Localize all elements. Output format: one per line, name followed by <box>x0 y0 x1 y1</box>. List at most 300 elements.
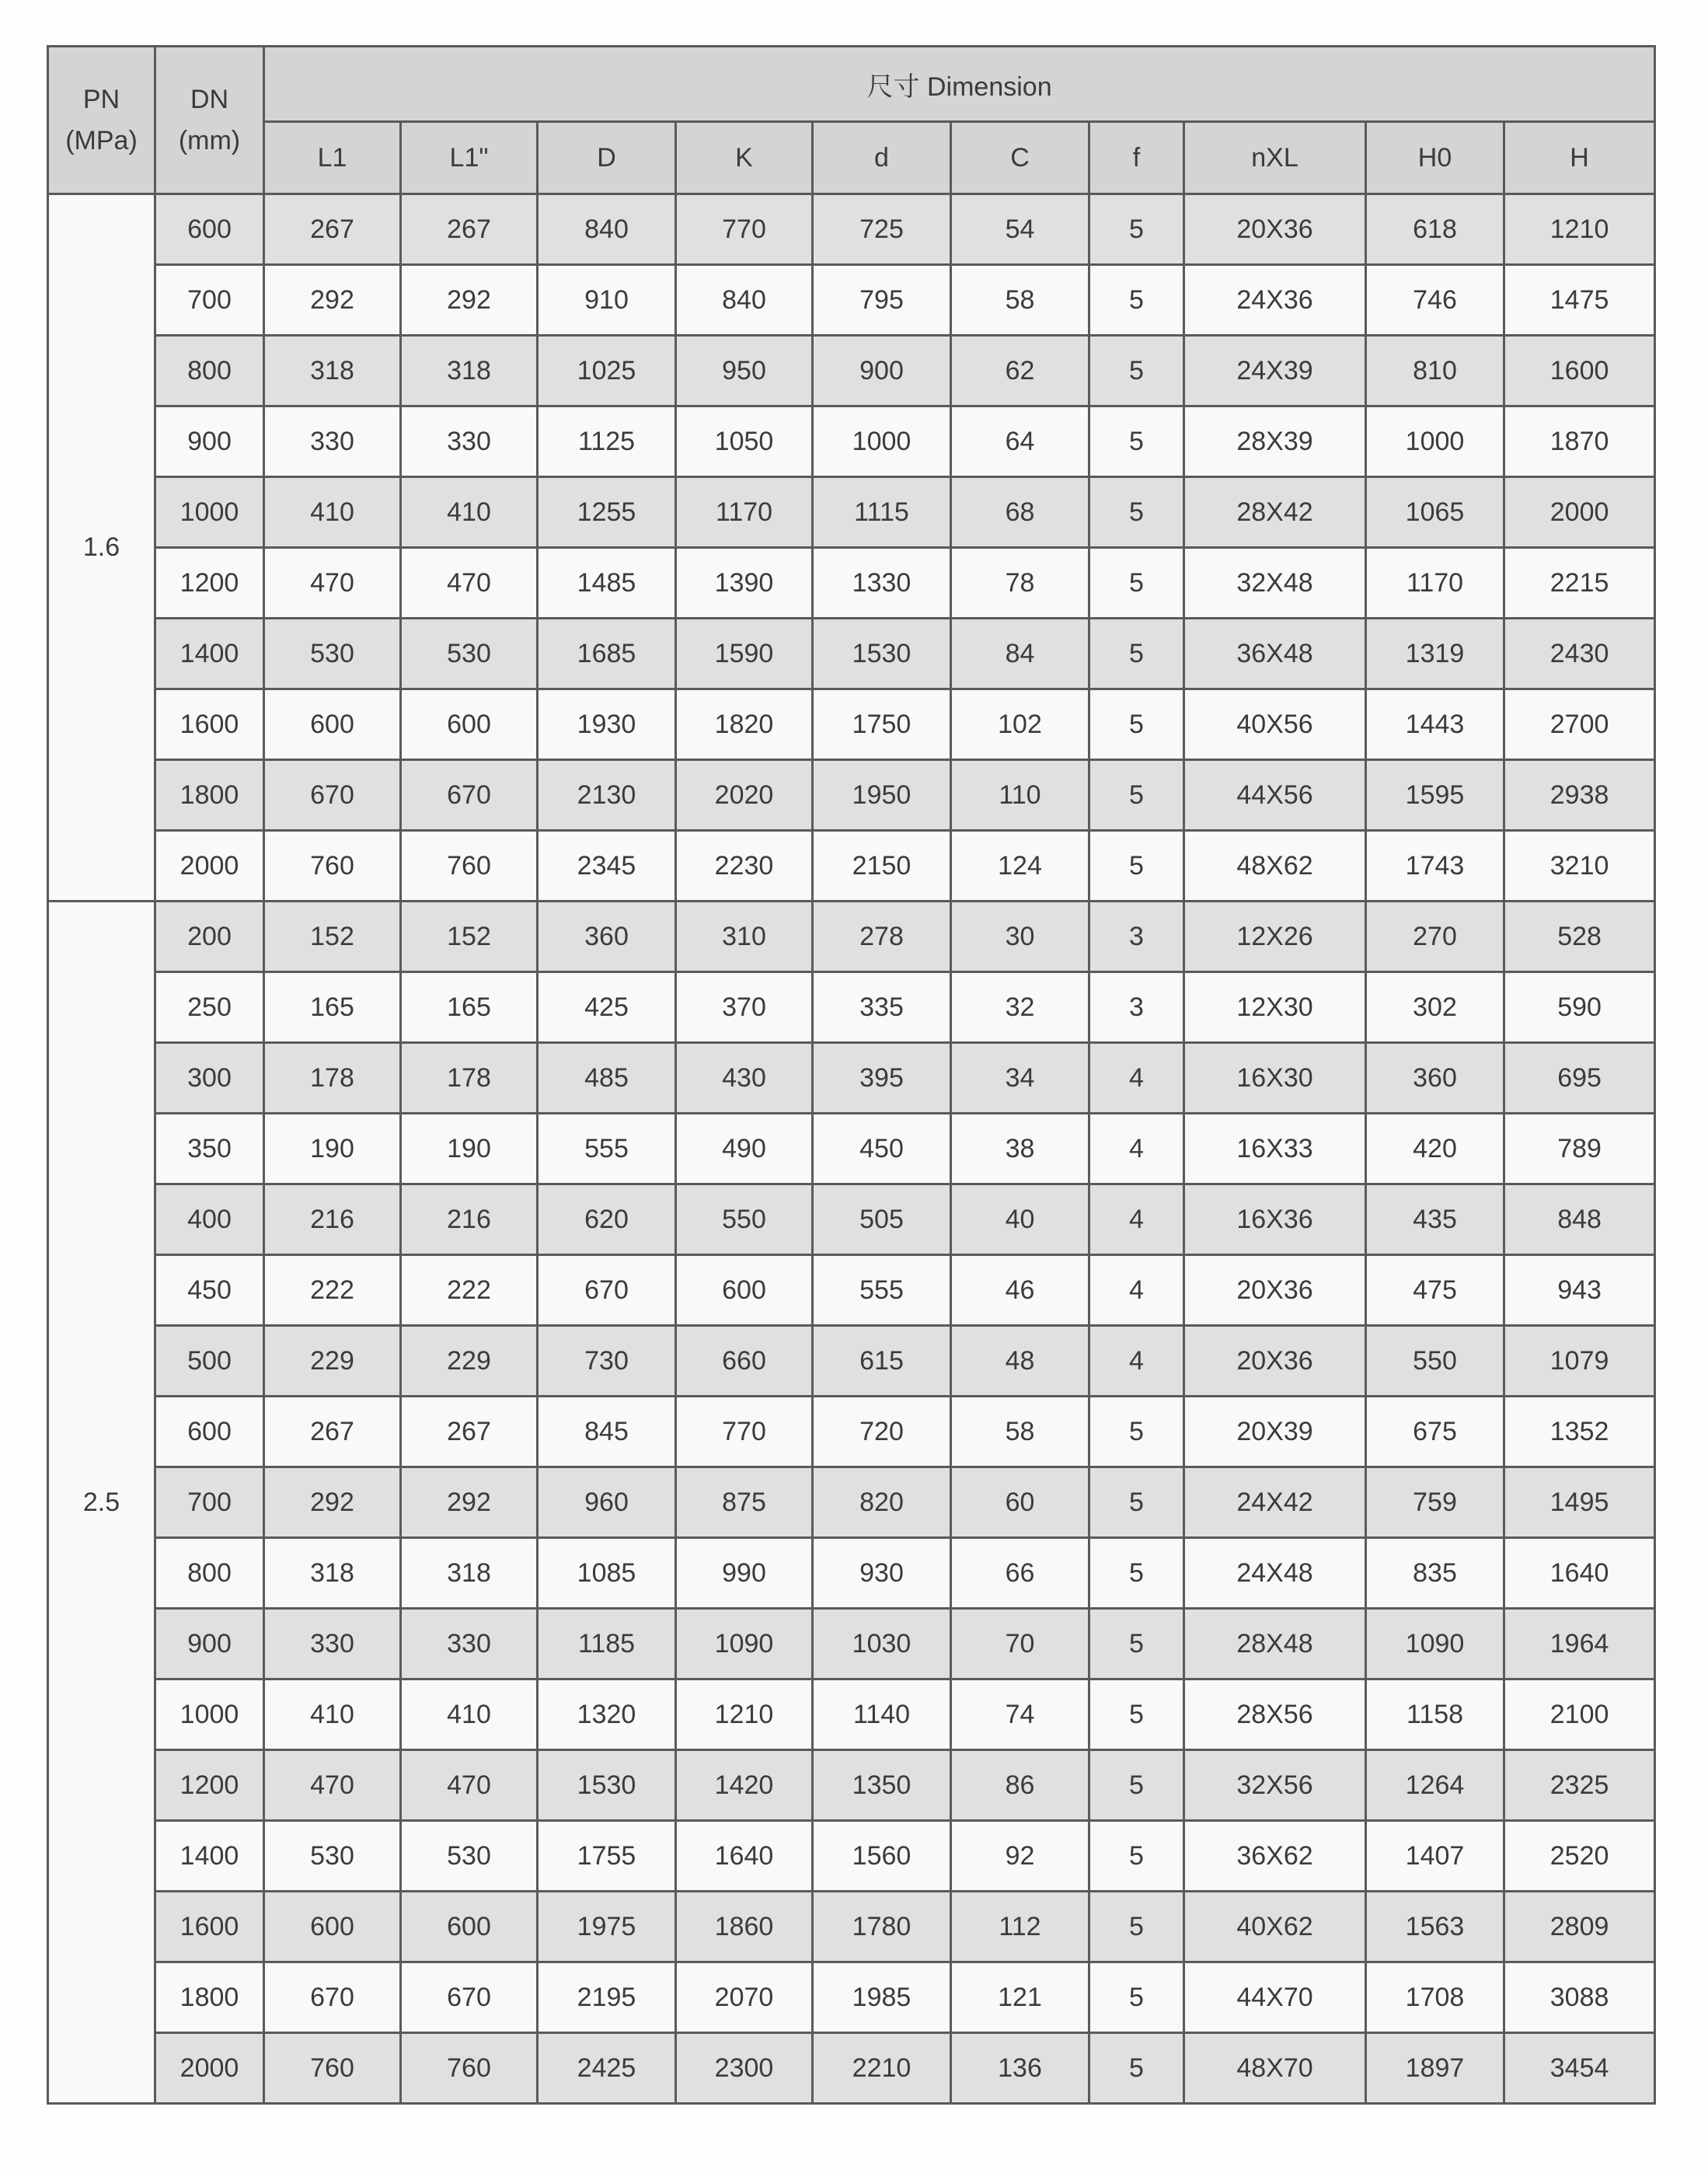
table-cell: 5 <box>1089 831 1184 902</box>
table-cell: 1210 <box>1504 194 1655 265</box>
table-cell: 1820 <box>676 689 813 760</box>
table-cell: 910 <box>538 265 676 336</box>
table-cell: 2809 <box>1504 1892 1655 1962</box>
table-row <box>48 619 1655 689</box>
table-cell: 2000 <box>1504 477 1655 548</box>
table-cell: 3210 <box>1504 831 1655 902</box>
table-cell: 720 <box>813 1397 951 1467</box>
dn-cell: 1800 <box>155 760 264 831</box>
dn-cell: 700 <box>155 265 264 336</box>
table-cell: 1495 <box>1504 1467 1655 1538</box>
table-cell: 5 <box>1089 1538 1184 1609</box>
table-cell: 410 <box>264 1679 401 1750</box>
table-cell: 530 <box>401 1821 538 1892</box>
table-cell: 32 <box>951 972 1089 1043</box>
table-cell: 670 <box>264 1962 401 2033</box>
table-cell: 1390 <box>676 548 813 619</box>
dn-cell: 1800 <box>155 1962 264 2033</box>
table-cell: 278 <box>813 902 951 972</box>
table-cell: 267 <box>264 1397 401 1467</box>
table-cell: 5 <box>1089 1467 1184 1538</box>
table-cell: 5 <box>1089 1397 1184 1467</box>
table-cell: 1000 <box>813 406 951 477</box>
table-cell: 16X36 <box>1184 1184 1366 1255</box>
table-cell: 725 <box>813 194 951 265</box>
table-cell: 28X42 <box>1184 477 1366 548</box>
table-cell: 435 <box>1366 1184 1504 1255</box>
table-row <box>48 972 1655 1043</box>
table-cell: 530 <box>264 1821 401 1892</box>
table-row <box>48 1255 1655 1326</box>
pn-group-cell: 1.6 <box>48 194 155 902</box>
table-row <box>48 831 1655 902</box>
table-cell: 470 <box>264 548 401 619</box>
table-cell: 1407 <box>1366 1821 1504 1892</box>
column-header: d <box>813 122 951 194</box>
table-cell: 1140 <box>813 1679 951 1750</box>
column-header: L1 <box>264 122 401 194</box>
table-cell: 1050 <box>676 406 813 477</box>
table-cell: 670 <box>538 1255 676 1326</box>
table-cell: 450 <box>813 1114 951 1184</box>
table-cell: 1255 <box>538 477 676 548</box>
table-cell: 74 <box>951 1679 1089 1750</box>
table-cell: 48X70 <box>1184 2033 1366 2104</box>
table-cell: 1600 <box>1504 336 1655 406</box>
table-cell: 62 <box>951 336 1089 406</box>
dn-header-unit: (mm) <box>178 125 241 155</box>
table-cell: 216 <box>264 1184 401 1255</box>
column-header: C <box>951 122 1089 194</box>
table-cell: 2520 <box>1504 1821 1655 1892</box>
table-cell: 92 <box>951 1821 1089 1892</box>
table-cell: 267 <box>401 194 538 265</box>
table-cell: 600 <box>401 1892 538 1962</box>
table-cell: 670 <box>264 760 401 831</box>
table-row <box>48 1184 1655 1255</box>
table-cell: 121 <box>951 1962 1089 2033</box>
table-cell: 2425 <box>538 2033 676 2104</box>
table-cell: 20X36 <box>1184 194 1366 265</box>
table-cell: 292 <box>264 265 401 336</box>
table-cell: 3454 <box>1504 2033 1655 2104</box>
table-cell: 5 <box>1089 760 1184 831</box>
table-cell: 102 <box>951 689 1089 760</box>
table-cell: 54 <box>951 194 1089 265</box>
table-cell: 1964 <box>1504 1609 1655 1679</box>
table-cell: 2938 <box>1504 760 1655 831</box>
table-row <box>48 902 1655 972</box>
table-cell: 420 <box>1366 1114 1504 1184</box>
dn-cell: 300 <box>155 1043 264 1114</box>
table-cell: 550 <box>676 1184 813 1255</box>
table-cell: 1352 <box>1504 1397 1655 1467</box>
table-cell: 1485 <box>538 548 676 619</box>
table-cell: 3088 <box>1504 1962 1655 2033</box>
table-cell: 5 <box>1089 194 1184 265</box>
table-cell: 44X56 <box>1184 760 1366 831</box>
table-cell: 165 <box>264 972 401 1043</box>
table-cell: 990 <box>676 1538 813 1609</box>
table-cell: 1320 <box>538 1679 676 1750</box>
table-cell: 2325 <box>1504 1750 1655 1821</box>
table-row <box>48 1962 1655 2033</box>
table-cell: 470 <box>401 1750 538 1821</box>
table-row <box>48 1114 1655 1184</box>
table-row <box>48 1892 1655 1962</box>
table-cell: 660 <box>676 1326 813 1397</box>
table-cell: 1000 <box>1366 406 1504 477</box>
table-cell: 310 <box>676 902 813 972</box>
table-cell: 770 <box>676 1397 813 1467</box>
table-cell: 318 <box>401 1538 538 1609</box>
table-cell: 24X48 <box>1184 1538 1366 1609</box>
table-cell: 40X56 <box>1184 689 1366 760</box>
table-cell: 24X36 <box>1184 265 1366 336</box>
dn-cell: 900 <box>155 1609 264 1679</box>
table-cell: 1158 <box>1366 1679 1504 1750</box>
table-cell: 1090 <box>1366 1609 1504 1679</box>
dn-cell: 250 <box>155 972 264 1043</box>
table-cell: 1065 <box>1366 477 1504 548</box>
dn-cell: 600 <box>155 1397 264 1467</box>
table-cell: 5 <box>1089 548 1184 619</box>
table-cell: 505 <box>813 1184 951 1255</box>
table-cell: 24X39 <box>1184 336 1366 406</box>
dn-cell: 450 <box>155 1255 264 1326</box>
table-cell: 1420 <box>676 1750 813 1821</box>
table-cell: 2300 <box>676 2033 813 2104</box>
table-row <box>48 1326 1655 1397</box>
table-cell: 600 <box>676 1255 813 1326</box>
table-row <box>48 477 1655 548</box>
table-cell: 222 <box>401 1255 538 1326</box>
table-body <box>48 194 1655 2104</box>
table-cell: 530 <box>264 619 401 689</box>
table-cell: 4 <box>1089 1184 1184 1255</box>
table-cell: 5 <box>1089 336 1184 406</box>
table-row <box>48 1750 1655 1821</box>
table-cell: 470 <box>264 1750 401 1821</box>
table-cell: 410 <box>264 477 401 548</box>
dn-header <box>155 47 264 194</box>
dn-cell: 350 <box>155 1114 264 1184</box>
table-row <box>48 406 1655 477</box>
table-cell: 4 <box>1089 1043 1184 1114</box>
table-cell: 20X36 <box>1184 1255 1366 1326</box>
table-cell: 58 <box>951 1397 1089 1467</box>
table-cell: 1030 <box>813 1609 951 1679</box>
table-cell: 190 <box>264 1114 401 1184</box>
table-cell: 840 <box>676 265 813 336</box>
table-cell: 1930 <box>538 689 676 760</box>
table-cell: 530 <box>401 619 538 689</box>
table-cell: 292 <box>264 1467 401 1538</box>
table-row <box>48 2033 1655 2104</box>
table-cell: 1530 <box>813 619 951 689</box>
table-cell: 58 <box>951 265 1089 336</box>
table-cell: 178 <box>264 1043 401 1114</box>
table-cell: 789 <box>1504 1114 1655 1184</box>
table-cell: 66 <box>951 1538 1089 1609</box>
table-cell: 1870 <box>1504 406 1655 477</box>
table-cell: 1090 <box>676 1609 813 1679</box>
table-cell: 330 <box>264 1609 401 1679</box>
table-cell: 165 <box>401 972 538 1043</box>
table-cell: 5 <box>1089 406 1184 477</box>
table-cell: 410 <box>401 477 538 548</box>
table-cell: 590 <box>1504 972 1655 1043</box>
dn-cell: 2000 <box>155 2033 264 2104</box>
dn-cell: 900 <box>155 406 264 477</box>
table-cell: 5 <box>1089 689 1184 760</box>
table-cell: 2195 <box>538 1962 676 2033</box>
pn-header <box>48 47 155 194</box>
table-cell: 695 <box>1504 1043 1655 1114</box>
table-cell: 1685 <box>538 619 676 689</box>
dn-cell: 1400 <box>155 619 264 689</box>
table-cell: 1860 <box>676 1892 813 1962</box>
table-cell: 820 <box>813 1467 951 1538</box>
table-cell: 4 <box>1089 1114 1184 1184</box>
table-cell: 48X62 <box>1184 831 1366 902</box>
table-cell: 1319 <box>1366 619 1504 689</box>
table-cell: 600 <box>264 689 401 760</box>
table-cell: 78 <box>951 548 1089 619</box>
table-cell: 2150 <box>813 831 951 902</box>
table-cell: 46 <box>951 1255 1089 1326</box>
table-cell: 528 <box>1504 902 1655 972</box>
table-cell: 3 <box>1089 972 1184 1043</box>
pn-header-label: PN <box>82 84 120 114</box>
pn-group-cell: 2.5 <box>48 902 155 2104</box>
table-cell: 950 <box>676 336 813 406</box>
dimension-table <box>47 45 1656 2105</box>
table-cell: 760 <box>401 831 538 902</box>
table-cell: 190 <box>401 1114 538 1184</box>
table-cell: 5 <box>1089 1962 1184 2033</box>
header-row-top <box>48 47 1655 122</box>
table-cell: 930 <box>813 1538 951 1609</box>
table-cell: 2100 <box>1504 1679 1655 1750</box>
table-cell: 44X70 <box>1184 1962 1366 2033</box>
table-cell: 1115 <box>813 477 951 548</box>
table-cell: 5 <box>1089 619 1184 689</box>
table-cell: 152 <box>401 902 538 972</box>
table-cell: 24X42 <box>1184 1467 1366 1538</box>
table-cell: 430 <box>676 1043 813 1114</box>
table-cell: 1085 <box>538 1538 676 1609</box>
dn-cell: 200 <box>155 902 264 972</box>
table-cell: 222 <box>264 1255 401 1326</box>
dn-cell: 2000 <box>155 831 264 902</box>
table-cell: 370 <box>676 972 813 1043</box>
table-cell: 410 <box>401 1679 538 1750</box>
column-header-row <box>48 122 1655 194</box>
table-cell: 840 <box>538 194 676 265</box>
table-cell: 5 <box>1089 1750 1184 1821</box>
table-cell: 550 <box>1366 1326 1504 1397</box>
table-cell: 68 <box>951 477 1089 548</box>
table-cell: 124 <box>951 831 1089 902</box>
table-cell: 730 <box>538 1326 676 1397</box>
table-cell: 20X39 <box>1184 1397 1366 1467</box>
table-cell: 2130 <box>538 760 676 831</box>
table-row <box>48 1043 1655 1114</box>
table-cell: 760 <box>264 831 401 902</box>
table-cell: 770 <box>676 194 813 265</box>
table-cell: 5 <box>1089 2033 1184 2104</box>
table-cell: 2700 <box>1504 689 1655 760</box>
table-cell: 425 <box>538 972 676 1043</box>
dimension-table-container <box>47 45 1654 2105</box>
table-row <box>48 1609 1655 1679</box>
dn-cell: 600 <box>155 194 264 265</box>
table-cell: 1640 <box>1504 1538 1655 1609</box>
table-cell: 32X48 <box>1184 548 1366 619</box>
dn-cell: 1200 <box>155 548 264 619</box>
table-cell: 112 <box>951 1892 1089 1962</box>
table-cell: 40 <box>951 1184 1089 1255</box>
table-cell: 746 <box>1366 265 1504 336</box>
table-cell: 555 <box>538 1114 676 1184</box>
dn-cell: 800 <box>155 1538 264 1609</box>
table-cell: 216 <box>401 1184 538 1255</box>
table-cell: 620 <box>538 1184 676 1255</box>
table-cell: 110 <box>951 760 1089 831</box>
table-cell: 3 <box>1089 902 1184 972</box>
table-cell: 136 <box>951 2033 1089 2104</box>
table-cell: 318 <box>264 336 401 406</box>
dn-cell: 700 <box>155 1467 264 1538</box>
table-cell: 28X39 <box>1184 406 1366 477</box>
dn-cell: 1200 <box>155 1750 264 1821</box>
table-row <box>48 548 1655 619</box>
dn-cell: 1400 <box>155 1821 264 1892</box>
table-cell: 5 <box>1089 1679 1184 1750</box>
table-cell: 40X62 <box>1184 1892 1366 1962</box>
table-cell: 600 <box>401 689 538 760</box>
table-cell: 1210 <box>676 1679 813 1750</box>
table-cell: 12X30 <box>1184 972 1366 1043</box>
table-cell: 16X33 <box>1184 1114 1366 1184</box>
table-cell: 600 <box>264 1892 401 1962</box>
dn-cell: 1000 <box>155 477 264 548</box>
table-cell: 1475 <box>1504 265 1655 336</box>
table-cell: 32X56 <box>1184 1750 1366 1821</box>
table-cell: 292 <box>401 1467 538 1538</box>
table-cell: 1350 <box>813 1750 951 1821</box>
column-header: f <box>1089 122 1184 194</box>
table-cell: 2020 <box>676 760 813 831</box>
table-cell: 360 <box>538 902 676 972</box>
table-cell: 795 <box>813 265 951 336</box>
table-cell: 1443 <box>1366 689 1504 760</box>
table-cell: 900 <box>813 336 951 406</box>
table-cell: 28X56 <box>1184 1679 1366 1750</box>
dn-cell: 1600 <box>155 1892 264 1962</box>
table-cell: 960 <box>538 1467 676 1538</box>
table-cell: 1330 <box>813 548 951 619</box>
table-cell: 152 <box>264 902 401 972</box>
table-cell: 810 <box>1366 336 1504 406</box>
table-cell: 1975 <box>538 1892 676 1962</box>
table-cell: 759 <box>1366 1467 1504 1538</box>
table-cell: 1170 <box>676 477 813 548</box>
table-cell: 229 <box>401 1326 538 1397</box>
column-header: nXL <box>1184 122 1366 194</box>
dn-cell: 400 <box>155 1184 264 1255</box>
table-cell: 1755 <box>538 1821 676 1892</box>
column-header: D <box>538 122 676 194</box>
table-cell: 1530 <box>538 1750 676 1821</box>
table-cell: 1170 <box>1366 548 1504 619</box>
table-cell: 267 <box>401 1397 538 1467</box>
table-cell: 5 <box>1089 1821 1184 1892</box>
table-cell: 5 <box>1089 1892 1184 1962</box>
table-row <box>48 1821 1655 1892</box>
table-cell: 1640 <box>676 1821 813 1892</box>
table-cell: 48 <box>951 1326 1089 1397</box>
dn-cell: 500 <box>155 1326 264 1397</box>
table-cell: 1025 <box>538 336 676 406</box>
table-cell: 395 <box>813 1043 951 1114</box>
table-cell: 555 <box>813 1255 951 1326</box>
table-cell: 70 <box>951 1609 1089 1679</box>
table-cell: 36X62 <box>1184 1821 1366 1892</box>
table-cell: 28X48 <box>1184 1609 1366 1679</box>
column-header: K <box>676 122 813 194</box>
table-cell: 485 <box>538 1043 676 1114</box>
table-cell: 178 <box>401 1043 538 1114</box>
table-cell: 943 <box>1504 1255 1655 1326</box>
table-cell: 4 <box>1089 1326 1184 1397</box>
table-cell: 36X48 <box>1184 619 1366 689</box>
table-header <box>48 47 1655 194</box>
table-cell: 86 <box>951 1750 1089 1821</box>
table-cell: 2230 <box>676 831 813 902</box>
table-cell: 292 <box>401 265 538 336</box>
table-cell: 1985 <box>813 1962 951 2033</box>
pn-header-unit: (MPa) <box>65 125 138 155</box>
table-cell: 30 <box>951 902 1089 972</box>
table-cell: 845 <box>538 1397 676 1467</box>
table-cell: 5 <box>1089 1609 1184 1679</box>
table-cell: 267 <box>264 194 401 265</box>
table-cell: 618 <box>1366 194 1504 265</box>
table-cell: 1185 <box>538 1609 676 1679</box>
table-cell: 675 <box>1366 1397 1504 1467</box>
table-cell: 38 <box>951 1114 1089 1184</box>
table-cell: 330 <box>401 406 538 477</box>
column-header: L1" <box>401 122 538 194</box>
table-cell: 2345 <box>538 831 676 902</box>
table-cell: 5 <box>1089 477 1184 548</box>
table-cell: 1560 <box>813 1821 951 1892</box>
table-cell: 84 <box>951 619 1089 689</box>
dn-cell: 1000 <box>155 1679 264 1750</box>
table-cell: 670 <box>401 1962 538 2033</box>
table-row <box>48 194 1655 265</box>
dn-header-label: DN <box>190 84 229 114</box>
table-cell: 1264 <box>1366 1750 1504 1821</box>
table-row <box>48 336 1655 406</box>
table-cell: 835 <box>1366 1538 1504 1609</box>
table-cell: 1950 <box>813 760 951 831</box>
table-cell: 1897 <box>1366 2033 1504 2104</box>
dn-cell: 800 <box>155 336 264 406</box>
table-cell: 64 <box>951 406 1089 477</box>
